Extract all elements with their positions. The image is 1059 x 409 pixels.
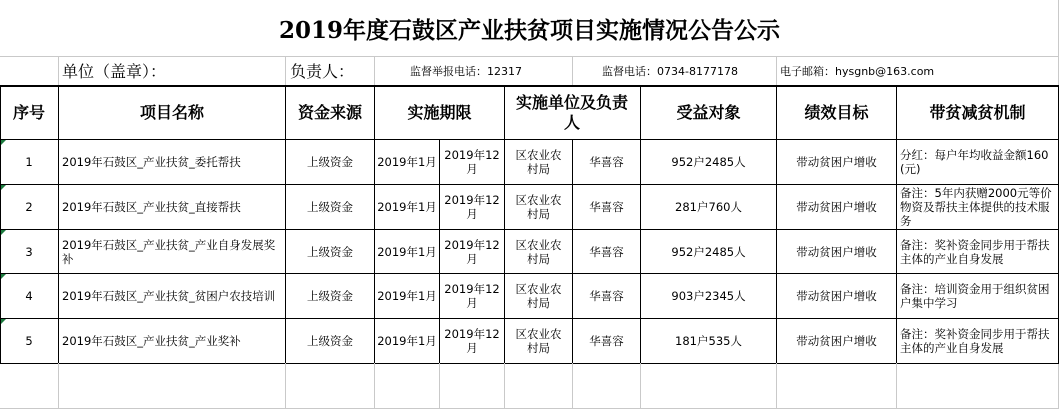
row-responsible-person: 华喜容 — [589, 200, 624, 214]
row-end-date: 2019年12月 — [444, 327, 500, 355]
row-mechanism: 备注：奖补资金同步用于帮扶主体的产业自身发展 — [900, 237, 1050, 266]
row-seq: 5 — [25, 334, 33, 348]
row-project-name: 2019年石鼓区_产业扶贫_直接帮扶 — [62, 200, 241, 214]
row-performance-goal: 带动贫困户增收 — [796, 244, 877, 259]
row-end-date: 2019年12月 — [444, 148, 500, 176]
row-project-name: 2019年石鼓区_产业扶贫_贫困户农技培训 — [62, 289, 276, 303]
row-performance-goal: 带动贫困户增收 — [796, 200, 877, 214]
row-start-date: 2019年1月 — [377, 289, 437, 303]
row-mechanism: 分红：每户年均收益金额160(元) — [900, 148, 1049, 176]
row-performance-goal: 带动贫困户增收 — [796, 155, 877, 169]
row-fund-source: 上级资金 — [307, 155, 353, 169]
row-start-date: 2019年1月 — [377, 244, 437, 259]
row-beneficiary: 952户2485人 — [671, 155, 746, 169]
row-performance-goal: 带动贫困户增收 — [796, 334, 877, 348]
header-fund-source: 资金来源 — [297, 102, 362, 122]
header-mechanism: 带贫减贫机制 — [929, 102, 1026, 122]
cell-marker-icon — [1, 140, 6, 145]
row-implementing-unit: 区农业农村局 — [515, 237, 562, 266]
empty-row — [0, 364, 1058, 408]
header-beneficiary: 受益对象 — [676, 102, 741, 122]
header-implementing-unit: 实施单位及负责人 — [515, 92, 628, 132]
row-implementing-unit: 区农业农村局 — [515, 282, 562, 310]
row-fund-source: 上级资金 — [307, 334, 353, 348]
row-fund-source: 上级资金 — [307, 200, 353, 214]
row-beneficiary: 903户2345人 — [671, 289, 746, 303]
row-end-date: 2019年12月 — [444, 282, 500, 310]
row-beneficiary: 181户535人 — [675, 334, 742, 348]
cell-marker-icon — [1, 230, 6, 235]
row-implementing-unit: 区农业农村局 — [515, 193, 562, 221]
row-mechanism: 备注：奖补资金同步用于帮扶主体的产业自身发展 — [900, 327, 1050, 355]
row-fund-source: 上级资金 — [307, 244, 353, 259]
row-beneficiary: 952户2485人 — [671, 244, 746, 259]
row-end-date: 2019年12月 — [444, 237, 500, 266]
row-implementing-unit: 区农业农村局 — [515, 327, 562, 355]
row-responsible-person: 华喜容 — [589, 334, 624, 348]
unit-seal-label: 单位（盖章）： — [62, 62, 167, 81]
email: 电子邮箱：hysgnb@163.com — [780, 64, 935, 78]
row-end-date: 2019年12月 — [444, 193, 500, 221]
header-project-name: 项目名称 — [139, 102, 204, 122]
page-title: 2019年度石鼓区产业扶贫项目实施情况公告公示 — [278, 16, 780, 44]
header-performance-goal: 绩效目标 — [804, 102, 869, 122]
leader-label: 负责人： — [290, 62, 355, 81]
cell-marker-icon — [1, 319, 6, 324]
cell-marker-icon — [1, 274, 6, 279]
row-mechanism: 备注：5年内获赠2000元等价物资及帮扶主体提供的技术服务 — [900, 186, 1052, 228]
row-beneficiary: 281户760人 — [675, 200, 742, 214]
row-seq: 2 — [25, 200, 33, 214]
row-fund-source: 上级资金 — [307, 289, 353, 303]
header-period: 实施期限 — [407, 102, 472, 122]
row-responsible-person: 华喜容 — [589, 289, 624, 303]
row-responsible-person: 华喜容 — [589, 244, 624, 259]
row-mechanism: 备注：培训资金用于组织贫困户集中学习 — [900, 282, 1050, 310]
row-start-date: 2019年1月 — [377, 334, 437, 348]
row-project-name: 2019年石鼓区_产业扶贫_产业自身发展奖补 — [62, 237, 276, 266]
supervise-phone: 监督电话：0734-8177178 — [602, 64, 738, 78]
row-start-date: 2019年1月 — [377, 155, 437, 169]
header-seq: 序号 — [12, 102, 45, 122]
cell-marker-icon — [1, 185, 6, 190]
row-implementing-unit: 区农业农村局 — [515, 148, 562, 176]
row-responsible-person: 华喜容 — [589, 155, 624, 169]
row-performance-goal: 带动贫困户增收 — [796, 289, 877, 303]
row-start-date: 2019年1月 — [377, 200, 437, 214]
row-seq: 3 — [25, 244, 33, 259]
row-project-name: 2019年石鼓区_产业扶贫_委托帮扶 — [62, 155, 241, 169]
report-phone: 监督举报电话：12317 — [410, 64, 522, 78]
row-seq: 4 — [25, 289, 33, 303]
row-project-name: 2019年石鼓区_产业扶贫_产业奖补 — [62, 334, 241, 348]
row-seq: 1 — [25, 155, 33, 169]
